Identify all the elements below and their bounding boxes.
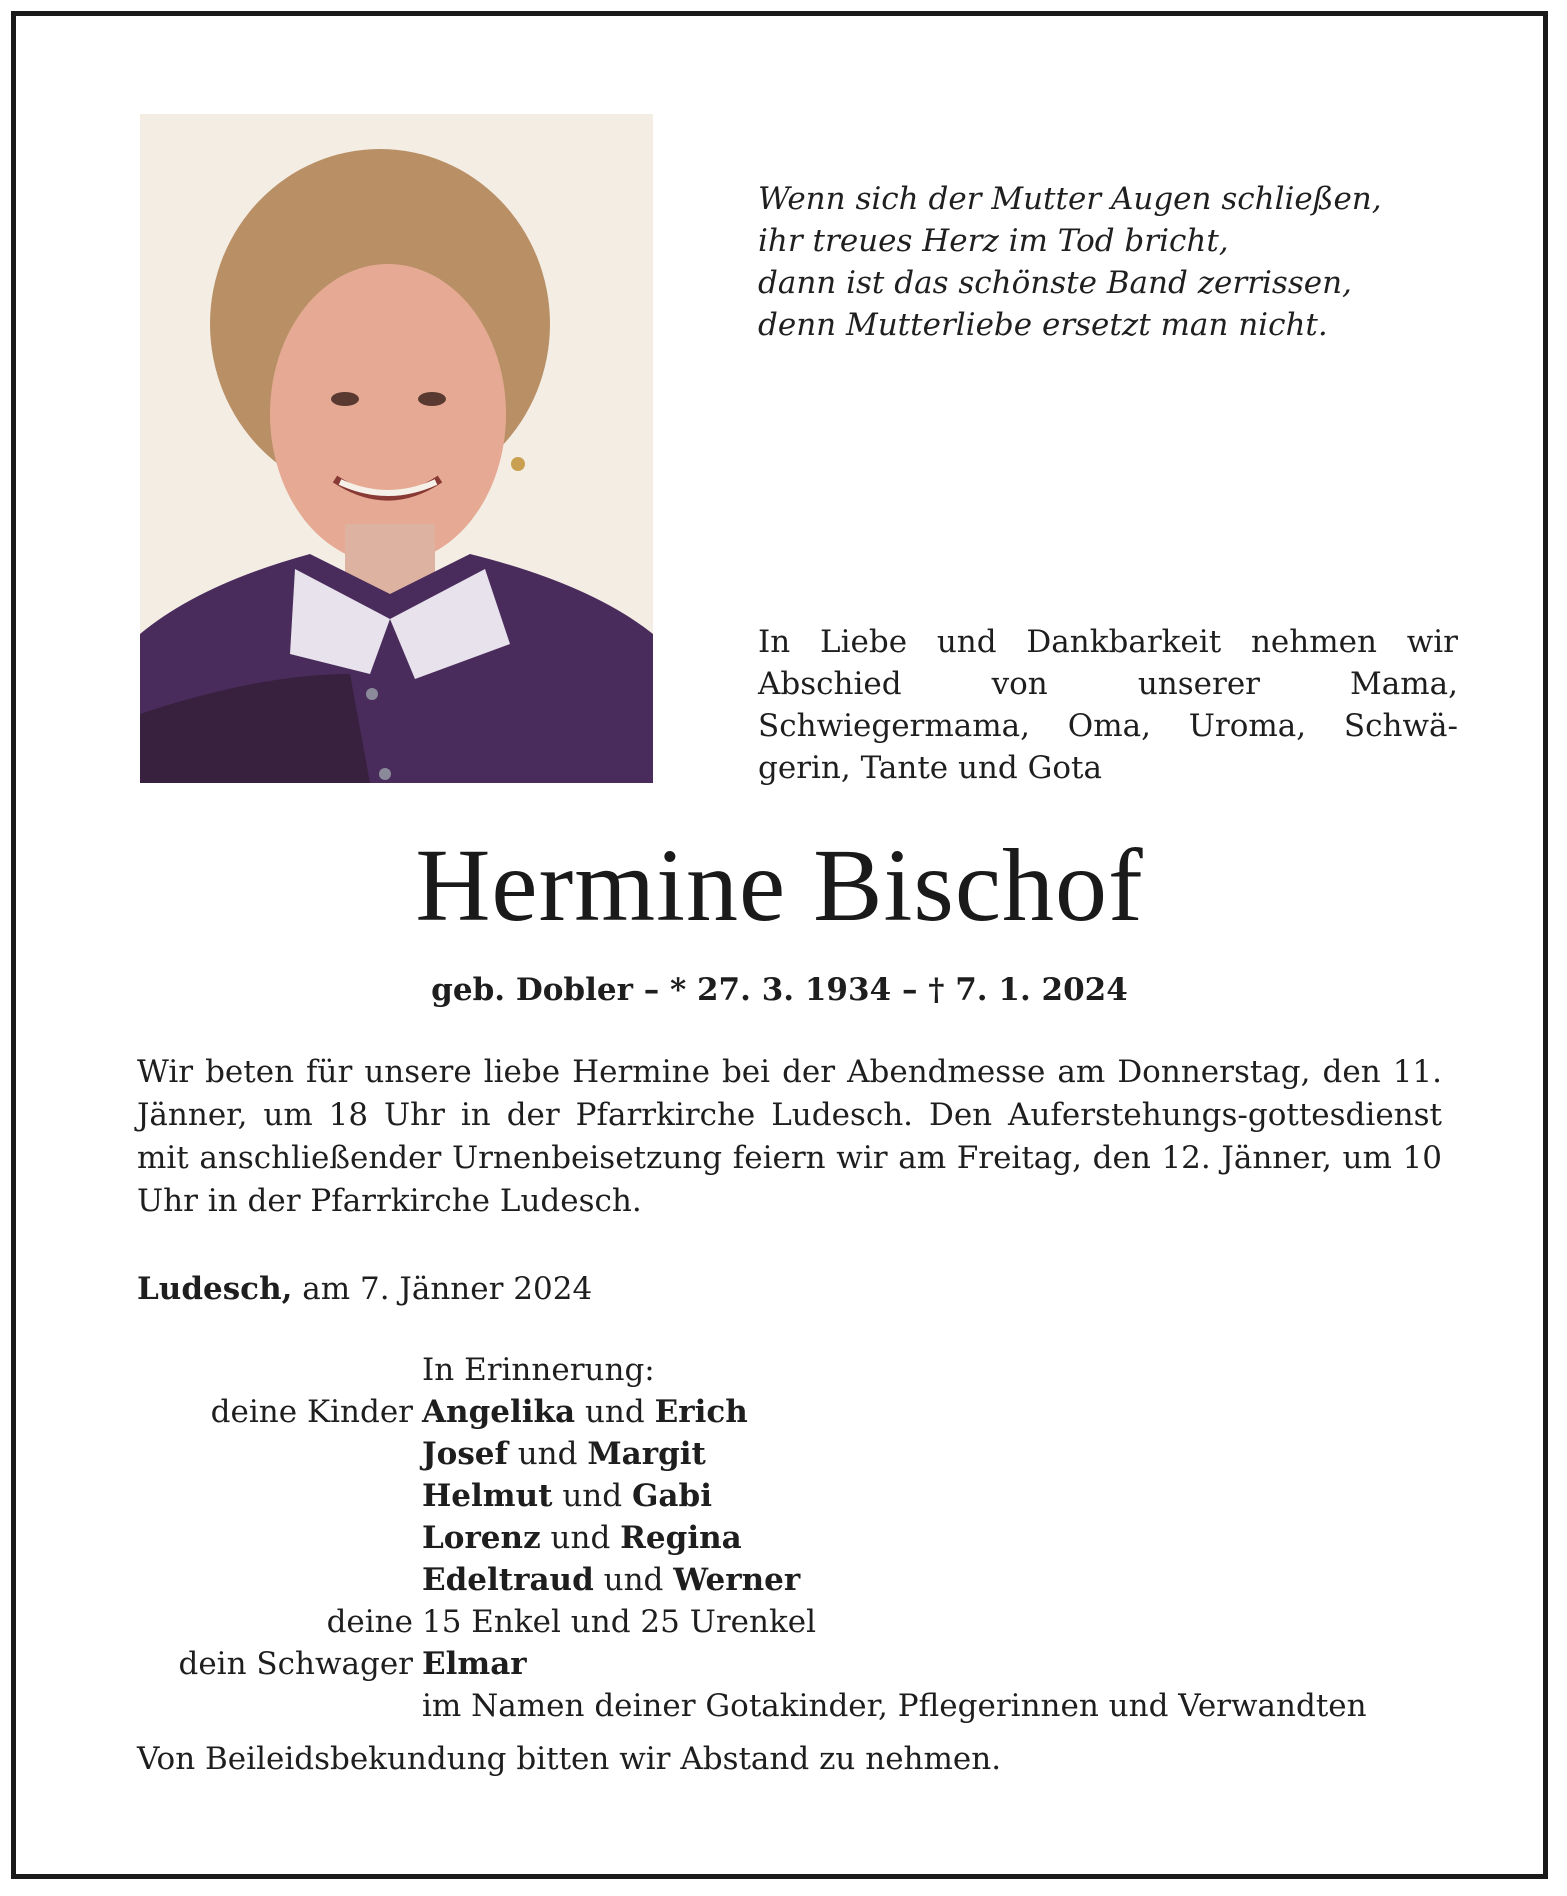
deceased-name: Hermine Bischof <box>415 828 1144 943</box>
farewell-text: In Liebe und Dankbarkeit nehmen wir Abschied von unserer Mama, Schwiegermama, Oma, Uroma, Schwä-gerin, Tante und Gota <box>758 624 1458 786</box>
mourner-name: Edeltraud <box>422 1562 594 1598</box>
place-and-date <box>137 1268 592 1310</box>
poem-line: denn Mutterliebe ersetzt man nicht. <box>758 307 1328 343</box>
mourner-name: Regina <box>620 1520 742 1556</box>
obituary-card <box>11 11 1548 1879</box>
list-item: Edeltraud und Werner <box>422 1562 801 1598</box>
list-item: Helmut und Gabi <box>422 1478 712 1514</box>
life-dates: geb. Dobler – * 27. 3. 1934 – † 7. 1. 2024 <box>431 972 1128 1008</box>
portrait-photo <box>140 114 653 783</box>
poem-line: dann ist das schönste Band zerrissen, <box>758 265 1352 301</box>
mourner-name: Josef <box>422 1436 508 1472</box>
list-item: Angelika und Erich <box>422 1394 748 1430</box>
relatives-line: im Namen deiner Gotakinder, Pflegerinnen und Verwandten <box>422 1688 1367 1724</box>
poem-line: ihr treues Herz im Tod bricht, <box>758 223 1229 259</box>
grandchildren-value: 15 Enkel und 25 Urenkel <box>422 1604 817 1640</box>
list-item: Lorenz und Regina <box>422 1520 742 1556</box>
mourner-name: Angelika <box>422 1394 576 1430</box>
grandchildren-label: deine <box>326 1604 413 1640</box>
mourner-name: Erich <box>654 1394 748 1430</box>
mourner-name: Werner <box>673 1562 801 1598</box>
list-item: Josef und Margit <box>422 1436 706 1472</box>
mourner-name: Margit <box>587 1436 706 1472</box>
schwager-label: dein Schwager <box>178 1646 413 1682</box>
poem <box>758 178 1478 346</box>
children-label: deine Kinder <box>210 1394 413 1430</box>
mourner-name: Lorenz <box>422 1520 541 1556</box>
service-announcement: Wir beten für unsere liebe Hermine bei der Abendmesse am Donnerstag, den 11. Jänner, um 18 Uhr in der Pfarrkirche Ludesch. Den Auferstehungs-gottesdienst mit anschließender Urnenbeisetzung feiern wir am Freitag, den 12. Jänner, um 10 Uhr in der Pfarrkirche Ludesch. <box>137 1054 1442 1219</box>
place-town: Ludesch, <box>137 1271 293 1307</box>
face-shape <box>270 264 506 564</box>
schwager-name: Elmar <box>422 1646 527 1682</box>
closing-note: Von Beileidsbekundung bitten wir Abstand zu nehmen. <box>137 1741 1002 1777</box>
mourners-heading: In Erinnerung: <box>422 1352 655 1388</box>
poem-line: Wenn sich der Mutter Augen schließen, <box>758 181 1382 217</box>
place-date: am 7. Jänner 2024 <box>302 1271 593 1307</box>
mourner-name: Gabi <box>631 1478 712 1514</box>
mourner-name: Helmut <box>422 1478 553 1514</box>
